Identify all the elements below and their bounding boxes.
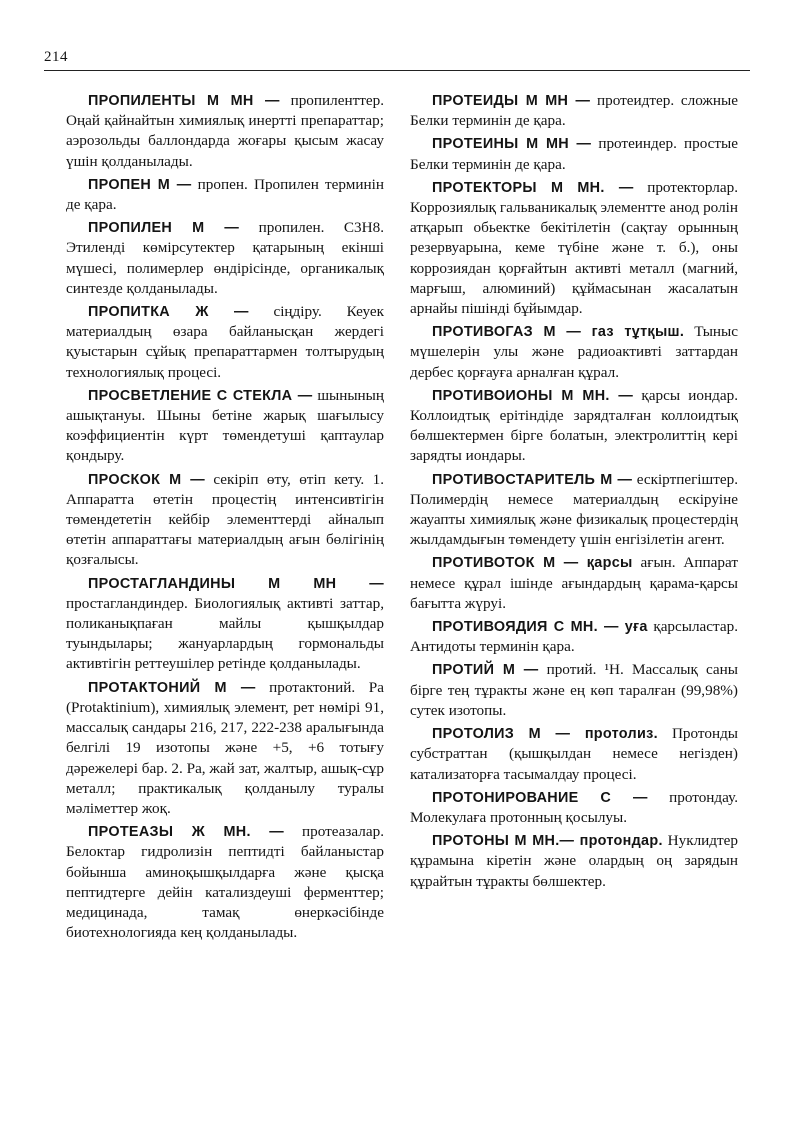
entry-definition: протактоний. Ра (Protaktinium), химиялық элемент, рет нөмірі 91, массалық сандары 216, 217, 222-238 аралығында белгілі 19 изотопы және +5, +6 тотығу дәрежелері бар. 2. Ра, жай зат, жалтыр, ашық-сұр металл; практикалық қолданылу туралы мәліметтер жоқ.: [66, 678, 384, 817]
entry-headword: ПРОТЕИДЫ М МН —: [432, 93, 591, 109]
entry-headword: ПРОТАКТОНИЙ М —: [88, 679, 256, 696]
dictionary-entry: [410, 91, 738, 131]
entry-headword: ПРОПИЛЕНТЫ М МН —: [88, 93, 280, 109]
entry-definition: протеиндер. простые Белки терминін де қара.: [410, 135, 739, 173]
dictionary-entry: [66, 822, 384, 943]
entry-headword: ПРОСВЕТЛЕНИЕ С СТЕКЛА —: [88, 387, 313, 404]
entry-headword: ПРОТОНИРОВАНИЕ С —: [432, 789, 648, 806]
dictionary-entry: [66, 218, 384, 299]
entry-headword: ПРОТИВОГАЗ М — газ тұтқыш.: [432, 324, 685, 341]
dictionary-entry: [66, 302, 384, 383]
entry-headword: ПРОТЕКТОРЫ М МН. —: [432, 179, 634, 196]
entry-headword: ПРОСКОК М —: [88, 471, 205, 488]
entry-definition: протондау. Молекулаға протонның қосылуы.: [410, 788, 738, 826]
entry-definition: пропен. Пропилен терминін де қара.: [66, 175, 384, 214]
dictionary-entry: [410, 788, 738, 828]
dictionary-entry: [410, 322, 738, 383]
dictionary-entry: [410, 660, 738, 721]
entry-headword: ПРОПИЛЕН М —: [88, 220, 240, 237]
entry-definition: пропилен. C3H8. Этилендi көмірсутектер қатарының екінші мүшесі, полимерлер өндірісінде, органикалық синтезде қолданылады.: [66, 219, 384, 297]
entry-definition: сіңдіру. Кеуек материалдың өзара байланысқан жердегі қуыстарын сұйық препараттармен толтырудың технологиялық процесі.: [66, 303, 385, 381]
dictionary-entry: [66, 470, 384, 571]
dictionary-entry: [410, 134, 738, 174]
entry-definition: Протонды субстраттан (қышқылдан немесе негізден) катализаторға тасымалдау процесі.: [410, 725, 739, 783]
entry-headword: ПРОСТАГЛАНДИНЫ М МН —: [88, 575, 384, 592]
entry-definition: протеазалар. Белоктар гидролизін пептидті байланыстар бойынша аминоқышқылдарға және қысқа пептидтерге дейін катализдеуші ферменттер; медицинада, тамақ өнеркәсібінде биотехнологияда кең қолданылады.: [66, 823, 385, 942]
entry-headword: ПРОТЕАЗЫ Ж МН. —: [88, 824, 284, 841]
entry-definition: ескіртпегіштер. Полимердің немесе материалдың ескіруіне жауапты химиялық және физикалық процестердің жылдамдығын төмендету үшін енгізілетін агент.: [410, 470, 738, 549]
dictionary-entry: [410, 386, 738, 467]
dictionary-entry: [410, 470, 738, 551]
entry-definition: протеидтер. сложные Белки терминін де қара.: [410, 92, 738, 130]
entry-definition: пропиленттер. Оңай қайнайтын химиялық инертті препараттар; аэрозольды баллондарда жоғары қысым жасау үшін қолданылады.: [66, 92, 384, 170]
dictionary-entry: [66, 574, 384, 675]
dictionary-entry: [410, 831, 738, 892]
entry-definition: қарсы иондар. Коллоидтық ерітіндіде зарядталған коллоидтық бөлшектермен бірге болатын, электролиттің кері зарядты иондары.: [410, 386, 738, 465]
entry-headword: ПРОТОЛИЗ М — протолиз.: [432, 726, 658, 743]
dictionary-entry: [410, 724, 738, 785]
entry-headword: ПРОТИЙ М —: [432, 662, 539, 679]
entry-definition: простагландиндер. Биологиялық активті заттар, поликанықпаған майлы қышқылдар туындылары; жануарлардың гормональды активтігін реттеушілер ретінде қолданылады.: [66, 594, 384, 673]
entry-definition: ағын. Аппарат немесе құрал ішінде ағындардың қарама-қарсы бағытта жүруі.: [410, 554, 738, 612]
entry-definition: Нуклидтер құрамына кіретін және олардың оң зарядын құрайтын тұракты бөлшектер.: [410, 832, 739, 890]
dictionary-entry: [66, 678, 384, 819]
entry-definition: қарсыластар. Антидоты терминін қара.: [410, 618, 738, 656]
entry-definition: секіріп өту, өтіп кету. 1. Аппаратта өтетін процестің интенсивтігін төмендететін кейбір элементтерді айналып өтетін аппараттағы материалдың ағын бөлігінің қозғалысы.: [66, 470, 385, 569]
dictionary-entry: [66, 386, 384, 467]
left-column: [66, 91, 384, 946]
entry-headword: ПРОТОНЫ М МН.— протондар.: [432, 833, 663, 850]
dictionary-entry: [410, 617, 738, 657]
entry-headword: ПРОТЕИНЫ М МН —: [432, 136, 592, 153]
entry-definition: протекторлар. Коррозиялық гальваникалық элементте анод ролін атқарып обьектке бекітілетін (сақтау орынның резервуарына, кеме түбіне және т. б.), оны коррозиядан қорғайтын активті металл (магний, марғыш, алюминий) құймасынан жасалатын арнайы пішінді бұйымдар.: [410, 178, 738, 318]
entry-headword: ПРОПЕН М —: [88, 176, 192, 193]
dictionary-entry: [66, 175, 384, 215]
dictionary-entry: [410, 178, 738, 319]
entry-definition: протий. ¹Н. Массалық саны бірге тең тұракты және ең көп таралған (99,98%) сутек изотопы.: [410, 661, 739, 719]
entry-headword: ПРОТИВОЯДИЯ С МН. — уға: [432, 619, 648, 636]
page-number: 214: [44, 49, 68, 65]
entry-headword: ПРОПИТКА Ж —: [88, 304, 249, 321]
entry-definition: шынының ашықтануы. Шыны бетіне жарық шағылысу коэффициентін күрт төмендетуші қаптаулар қондыру.: [66, 386, 385, 465]
entry-headword: ПРОТИВОИОНЫ М МН. —: [432, 387, 634, 404]
dictionary-entry: [410, 553, 738, 614]
header-rule: [44, 70, 750, 71]
entry-headword: ПРОТИВОТОК М — қарсы: [432, 555, 633, 572]
entry-headword: ПРОТИВОСТАРИТЕЛЬ М —: [432, 471, 633, 488]
dictionary-entry: [66, 91, 384, 172]
right-column: [410, 91, 738, 895]
entry-definition: Тыныс мүшелерін улы және радиоактивті заттардан дербес қорғауға арналған құрал.: [410, 323, 739, 381]
